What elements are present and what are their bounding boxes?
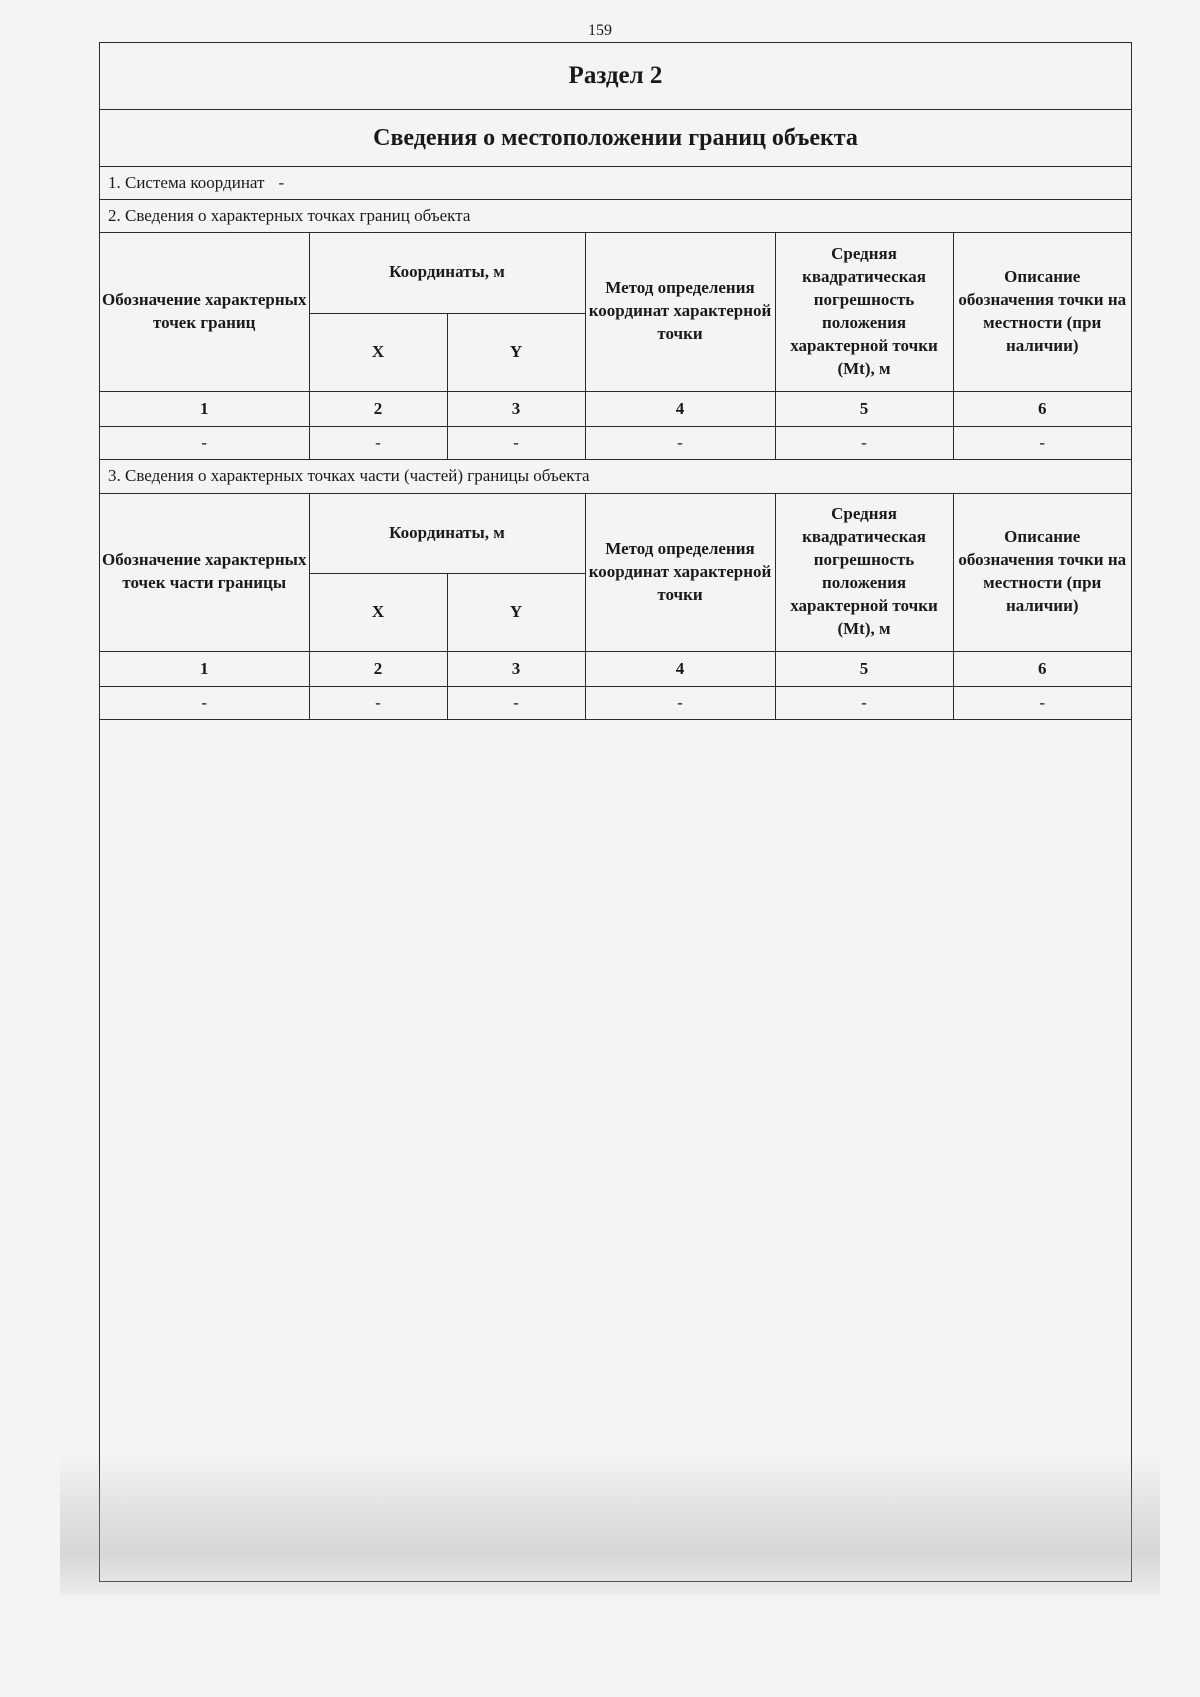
header-coordinates: Координаты, м xyxy=(309,494,585,574)
column-number: 3 xyxy=(447,391,585,426)
header-designation: Обозначение характерных точек границ xyxy=(100,233,309,391)
header-y: Y xyxy=(447,574,585,652)
column-number: 1 xyxy=(100,391,309,426)
header-x: X xyxy=(309,313,447,391)
column-numbers-row xyxy=(100,391,1131,426)
header-description: Описание обозначения точки на местности (при наличии) xyxy=(953,233,1131,391)
header-coordinates: Координаты, м xyxy=(309,233,585,313)
page-number: 159 xyxy=(588,22,612,39)
table-row xyxy=(100,426,1131,459)
table-cell: - xyxy=(447,687,585,720)
header-y: Y xyxy=(447,313,585,391)
header-method: Метод определения координат характерной точки xyxy=(585,233,775,391)
table-cell: - xyxy=(585,687,775,720)
coordinate-system-value: - xyxy=(278,173,285,192)
column-number: 2 xyxy=(309,652,447,687)
section-title: Раздел 2 xyxy=(100,43,1131,110)
table-cell: - xyxy=(953,687,1131,720)
coordinate-system-line xyxy=(100,167,1131,200)
table2-caption: 3. Сведения о характерных точках части (частей) границы объекта xyxy=(100,460,1131,494)
table-cell: - xyxy=(100,426,309,459)
header-method: Метод определения координат характерной точки xyxy=(585,494,775,652)
column-number: 4 xyxy=(585,652,775,687)
header-error: Средняя квадратическая погрешность положения характерной точки (Mt), м xyxy=(775,233,953,391)
table-cell: - xyxy=(953,426,1131,459)
header-error: Средняя квадратическая погрешность положения характерной точки (Mt), м xyxy=(775,494,953,652)
column-number: 6 xyxy=(953,391,1131,426)
table-cell: - xyxy=(100,687,309,720)
header-designation: Обозначение характерных точек части границы xyxy=(100,494,309,652)
table-cell: - xyxy=(309,426,447,459)
table-cell: - xyxy=(775,687,953,720)
table1-caption: 2. Сведения о характерных точках границ объекта xyxy=(100,200,1131,233)
column-number: 4 xyxy=(585,391,775,426)
column-number: 1 xyxy=(100,652,309,687)
column-numbers-row xyxy=(100,652,1131,687)
column-number: 6 xyxy=(953,652,1131,687)
column-number: 2 xyxy=(309,391,447,426)
column-number: 5 xyxy=(775,652,953,687)
part-boundary-points-table xyxy=(100,494,1131,721)
header-description: Описание обозначения точки на местности (при наличии) xyxy=(953,494,1131,652)
table-cell: - xyxy=(775,426,953,459)
table-row xyxy=(100,687,1131,720)
section-subtitle: Сведения о местоположении границ объекта xyxy=(100,110,1131,167)
table-cell: - xyxy=(447,426,585,459)
column-number: 3 xyxy=(447,652,585,687)
table-cell: - xyxy=(309,687,447,720)
boundary-points-table xyxy=(100,233,1131,460)
column-number: 5 xyxy=(775,391,953,426)
coordinate-system-label: 1. Система координат xyxy=(108,173,265,192)
table-cell: - xyxy=(585,426,775,459)
document-frame xyxy=(99,42,1132,1582)
header-x: X xyxy=(309,574,447,652)
